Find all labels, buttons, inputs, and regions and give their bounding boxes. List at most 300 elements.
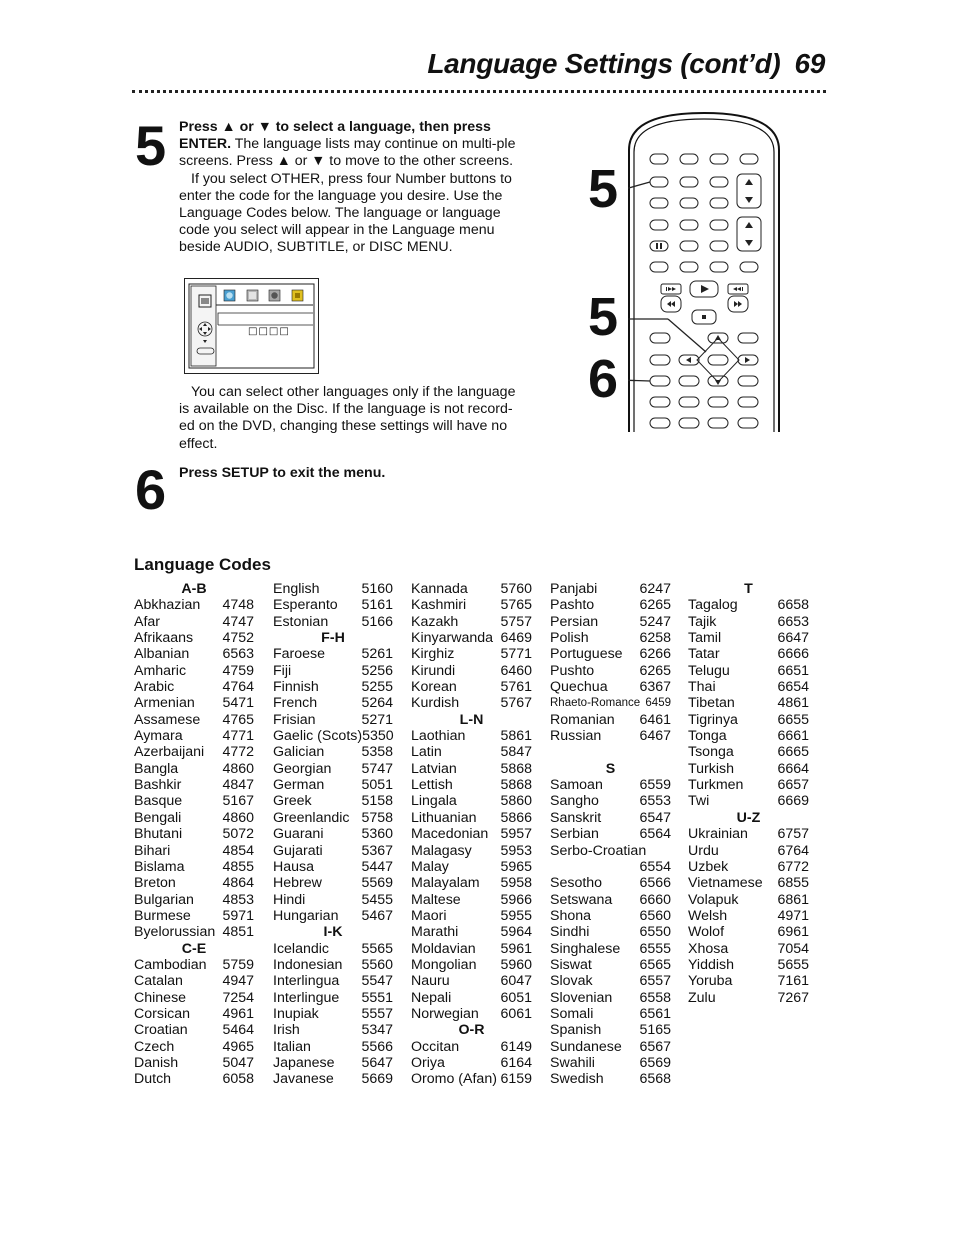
language-code: 4765 [222, 711, 254, 728]
language-code: 6557 [639, 973, 671, 990]
language-code: 5960 [500, 956, 532, 973]
language-code: 5264 [361, 695, 393, 712]
language-code: 4772 [222, 744, 254, 761]
language-code: 6566 [639, 875, 671, 892]
language-code: 5847 [500, 744, 532, 761]
language-code-row [411, 924, 532, 940]
language-name: Sesotho [550, 875, 603, 892]
language-name: Danish [134, 1054, 179, 1071]
language-code: 6567 [639, 1038, 671, 1055]
language-code: 5565 [361, 940, 393, 957]
language-code-row [273, 908, 393, 924]
language-code-row [688, 973, 809, 989]
language-name: Shona [550, 907, 592, 924]
language-code-row [550, 679, 671, 695]
language-code: 5547 [361, 973, 393, 990]
language-code: 6159 [500, 1071, 532, 1088]
language-name: Greenlandic [273, 809, 350, 826]
language-code-row [273, 826, 393, 842]
language-code-row [411, 957, 532, 973]
language-code-row [273, 843, 393, 859]
language-name: Korean [411, 679, 457, 696]
language-code-row [134, 712, 254, 728]
language-name: Albanian [134, 646, 190, 663]
language-code-row [688, 663, 809, 679]
language-name: Esperanto [273, 597, 338, 614]
language-code-row [550, 810, 671, 826]
language-codes-column-5 [688, 581, 809, 1006]
language-name: Guarani [273, 826, 324, 843]
language-code-row [411, 875, 532, 891]
language-name: Pashto [550, 597, 595, 614]
language-code-row [273, 973, 393, 989]
language-code: 6661 [777, 728, 809, 745]
language-name: Bulgarian [134, 891, 194, 908]
language-name: Italian [273, 1038, 311, 1055]
language-code: 6665 [777, 744, 809, 761]
language-name: Persian [550, 613, 599, 630]
step-5-paragraph-2: If you select OTHER, press four Number buttons to enter the code for the language you desire. Use the Language Codes below. The language or language code you select will appear in the Language menu beside AUDIO, SUBTITLE, or DISC MENU. [179, 170, 512, 256]
language-code: 6550 [639, 924, 671, 941]
language-name: Turkish [688, 760, 734, 777]
language-code: 4860 [222, 760, 254, 777]
language-code: 6757 [777, 826, 809, 843]
language-name: Javanese [273, 1071, 334, 1088]
language-code-row [550, 908, 671, 924]
language-code-row [550, 957, 671, 973]
language-code: 6554 [639, 858, 671, 875]
language-code: 5247 [639, 613, 671, 630]
language-code: 7254 [222, 989, 254, 1006]
language-name: Russian [550, 728, 602, 745]
language-code-row [134, 826, 254, 842]
language-code: 5961 [500, 940, 532, 957]
language-name: Spanish [550, 1022, 602, 1039]
language-code: 5047 [222, 1054, 254, 1071]
language-name: Gujarati [273, 842, 323, 859]
language-code-row [411, 614, 532, 630]
language-name: Tagalog [688, 597, 738, 614]
language-code: 5165 [639, 1022, 671, 1039]
language-name: Gaelic (Scots) [273, 728, 363, 745]
language-code-row [134, 744, 254, 760]
step-number-5: 5 [135, 114, 167, 177]
language-code-row [273, 614, 393, 630]
language-code: 5551 [361, 989, 393, 1006]
language-code: 6657 [777, 777, 809, 794]
language-name: Bashkir [134, 777, 182, 794]
language-name: Aymara [134, 728, 183, 745]
language-code: 6664 [777, 760, 809, 777]
language-code: 5360 [361, 826, 393, 843]
language-code: 6961 [777, 924, 809, 941]
language-code-row [273, 957, 393, 973]
language-code-row [134, 859, 254, 875]
language-code: 5347 [361, 1022, 393, 1039]
language-code-row [134, 1022, 254, 1038]
language-code-row [550, 990, 671, 1006]
language-code: 5566 [361, 1038, 393, 1055]
step-5-instructions [179, 119, 524, 257]
language-code-row [550, 826, 671, 842]
language-code-row [273, 941, 393, 957]
language-name: Hindi [273, 891, 306, 908]
language-code-row [550, 973, 671, 989]
language-code-row [550, 712, 671, 728]
language-name: Romanian [550, 711, 615, 728]
language-code: 5367 [361, 842, 393, 859]
language-name: Indonesian [273, 956, 343, 973]
language-code-row [273, 728, 393, 744]
language-name: Portuguese [550, 646, 623, 663]
language-code-row [134, 990, 254, 1006]
language-name: Siswat [550, 956, 592, 973]
step-5-paragraph-3: You can select other languages only if the language is available on the Disc. If the language is not record-ed on the DVD, changing these settings will have no effect. [179, 384, 516, 452]
language-code: 6047 [500, 973, 532, 990]
language-group-header: S [605, 760, 616, 777]
language-name: Nauru [411, 973, 450, 990]
language-name: Frisian [273, 711, 316, 728]
language-code: 5957 [500, 826, 532, 843]
language-code-row [134, 646, 254, 662]
language-code: 5647 [361, 1054, 393, 1071]
language-code-row [688, 728, 809, 744]
language-code: 4752 [222, 630, 254, 647]
language-code-row [273, 1039, 393, 1055]
language-name: Breton [134, 875, 176, 892]
language-code-row [550, 1071, 671, 1087]
language-code-row [411, 646, 532, 662]
language-code-row [411, 941, 532, 957]
language-code: 4851 [222, 924, 254, 941]
language-group-header: A-B [181, 581, 207, 597]
language-name: Inupiak [273, 1005, 319, 1022]
language-name: Tibetan [688, 695, 735, 712]
language-name: French [273, 695, 318, 712]
language-code: 5964 [500, 924, 532, 941]
language-name: Tamil [688, 630, 722, 647]
language-code: 5759 [222, 956, 254, 973]
language-code-row [273, 859, 393, 875]
language-code: 6564 [639, 826, 671, 843]
step-5-bold-instruction: Press ▲ or ▼ to select a language, then press ENTER. [179, 119, 491, 153]
language-code-row [134, 761, 254, 777]
language-code: 5051 [361, 777, 393, 794]
language-name: Zulu [688, 989, 716, 1006]
language-code: 5771 [500, 646, 532, 663]
language-code: 5953 [500, 842, 532, 859]
language-code: 6461 [639, 711, 671, 728]
language-code: 5158 [361, 793, 393, 810]
language-code-row [550, 646, 671, 662]
language-name: Lettish [411, 777, 453, 794]
step-5-paragraph-1 [179, 119, 524, 171]
language-code-row [134, 843, 254, 859]
language-code: 5471 [222, 695, 254, 712]
language-name: Moldavian [411, 940, 476, 957]
language-name: Panjabi [550, 581, 598, 597]
language-code: 6547 [639, 809, 671, 826]
language-code-row [688, 744, 809, 760]
language-name: German [273, 777, 325, 794]
language-name: Lingala [411, 793, 457, 810]
blank-row [550, 744, 671, 760]
language-code-row [134, 973, 254, 989]
language-group-header: C-E [181, 940, 207, 957]
language-code: 6561 [639, 1005, 671, 1022]
remote-control-illustration [628, 112, 780, 432]
dotted-divider [132, 90, 826, 93]
language-code: 5560 [361, 956, 393, 973]
language-name: Wolof [688, 924, 725, 941]
language-code-row [411, 892, 532, 908]
language-code: 5868 [500, 777, 532, 794]
language-code-row [411, 973, 532, 989]
language-code: 5767 [500, 695, 532, 712]
language-name: Singhalese [550, 940, 621, 957]
language-code: 4854 [222, 842, 254, 859]
language-code-row [688, 777, 809, 793]
language-name: Kirghiz [411, 646, 455, 663]
language-name: Estonian [273, 613, 329, 630]
language-name: Cambodian [134, 956, 207, 973]
language-code: 6051 [500, 989, 532, 1006]
language-name: Malay [411, 858, 449, 875]
language-name: Urdu [688, 842, 719, 859]
language-code: 4759 [222, 662, 254, 679]
language-code: 6669 [777, 793, 809, 810]
language-name: Marathi [411, 924, 459, 941]
language-name: Malagasy [411, 842, 472, 859]
language-code: 6467 [639, 728, 671, 745]
language-name: Abkhazian [134, 597, 201, 614]
language-code: 5256 [361, 662, 393, 679]
language-code: 6654 [777, 679, 809, 696]
language-name: Afar [134, 613, 161, 630]
language-name: Kashmiri [411, 597, 467, 614]
language-name: Irish [273, 1022, 300, 1039]
language-code: 6660 [639, 891, 671, 908]
language-name: Sundanese [550, 1038, 622, 1055]
language-code: 5072 [222, 826, 254, 843]
language-name: Yiddish [688, 956, 735, 973]
language-code: 7054 [777, 940, 809, 957]
remote-callout-5-upper: 5 [588, 159, 619, 219]
language-name: Kinyarwanda [411, 630, 494, 647]
language-code-row [688, 761, 809, 777]
language-name: Hungarian [273, 907, 339, 924]
language-name: Hebrew [273, 875, 322, 892]
language-code: 4748 [222, 597, 254, 614]
language-code-row [134, 1055, 254, 1071]
language-name: Icelandic [273, 940, 329, 957]
language-code: 4947 [222, 973, 254, 990]
language-code: 6651 [777, 662, 809, 679]
language-code: 6553 [639, 793, 671, 810]
language-name: Maltese [411, 891, 461, 908]
language-code-row [688, 859, 809, 875]
language-code-row [134, 614, 254, 630]
language-code: 4855 [222, 858, 254, 875]
language-name: Kannada [411, 581, 468, 597]
language-code-row [134, 695, 254, 711]
language-code: 4965 [222, 1038, 254, 1055]
language-codes-column-1 [134, 581, 254, 1088]
language-code-row [134, 892, 254, 908]
language-name: Georgian [273, 760, 332, 777]
language-code-row [411, 826, 532, 842]
language-code-row [411, 843, 532, 859]
language-name: Interlingue [273, 989, 340, 1006]
language-code: 6764 [777, 842, 809, 859]
language-name: Bhutani [134, 826, 183, 843]
language-code-row [134, 924, 254, 940]
language-code-row [688, 793, 809, 809]
language-name: Swedish [550, 1071, 604, 1088]
language-code: 5447 [361, 858, 393, 875]
language-code: 6265 [639, 597, 671, 614]
language-name: Turkmen [688, 777, 744, 794]
step-5-note [179, 384, 524, 453]
language-code-row [273, 1022, 393, 1038]
language-name: Bislama [134, 858, 185, 875]
language-name: Mongolian [411, 956, 477, 973]
language-code: 5557 [361, 1005, 393, 1022]
language-name: Finnish [273, 679, 319, 696]
language-code-row [550, 793, 671, 809]
language-code-row [550, 597, 671, 613]
language-name: Kazakh [411, 613, 459, 630]
language-name: Croatian [134, 1022, 188, 1039]
language-code-row [411, 859, 532, 875]
language-name: Latin [411, 744, 442, 761]
language-code: 4961 [222, 1005, 254, 1022]
language-name: Norwegian [411, 1005, 479, 1022]
language-group-header: F-H [321, 630, 345, 647]
language-name: Bangla [134, 760, 179, 777]
language-code-row [688, 695, 809, 711]
language-code: 5160 [361, 581, 393, 597]
language-name: Interlingua [273, 973, 340, 990]
language-code-row [273, 990, 393, 1006]
language-code: 6565 [639, 956, 671, 973]
language-code-row [550, 630, 671, 646]
language-menu-screen [184, 278, 319, 374]
language-code: 4847 [222, 777, 254, 794]
language-code-row [688, 826, 809, 842]
language-name: Twi [688, 793, 710, 810]
language-code-row [134, 597, 254, 613]
language-code-row [688, 892, 809, 908]
language-code-row [688, 597, 809, 613]
language-group-header: U-Z [736, 809, 761, 826]
language-code: 6560 [639, 907, 671, 924]
language-name: Quechua [550, 679, 608, 696]
language-name: Japanese [273, 1054, 335, 1071]
language-code-row [273, 810, 393, 826]
language-code: 5261 [361, 646, 393, 663]
language-code-row [273, 679, 393, 695]
language-code-row [273, 712, 393, 728]
language-code: 5971 [222, 907, 254, 924]
language-code-row [134, 810, 254, 826]
language-code-row [550, 892, 671, 908]
language-code-row [411, 695, 532, 711]
language-code-row [273, 761, 393, 777]
language-codes-column-4 [550, 581, 671, 1088]
language-name: Vietnamese [688, 875, 763, 892]
language-code: 5166 [361, 613, 393, 630]
language-code: 5966 [500, 891, 532, 908]
language-name: Catalan [134, 973, 183, 990]
language-code-row [134, 908, 254, 924]
language-code: 6563 [222, 646, 254, 663]
language-code-row [411, 990, 532, 1006]
language-code-row [411, 581, 532, 597]
language-code: 6367 [639, 679, 671, 696]
language-code-row [411, 1071, 532, 1087]
language-code-row [411, 728, 532, 744]
language-name: Somali [550, 1005, 594, 1022]
language-code: 5350 [362, 728, 394, 745]
language-code-row [411, 777, 532, 793]
language-code-row [134, 663, 254, 679]
language-code-row [550, 1055, 671, 1071]
language-code: 6568 [639, 1071, 671, 1088]
language-code: 5868 [500, 760, 532, 777]
language-code-row [688, 957, 809, 973]
language-code: 4861 [777, 695, 809, 712]
remote-callout-5-lower: 5 [588, 287, 619, 347]
language-name: Afrikaans [134, 630, 194, 647]
language-code-row [411, 679, 532, 695]
language-code-row [688, 614, 809, 630]
language-code: 6666 [777, 646, 809, 663]
language-code: 6861 [777, 891, 809, 908]
language-code-row [550, 777, 671, 793]
language-code-row [550, 941, 671, 957]
language-name: Tajik [688, 613, 717, 630]
step-number-6: 6 [135, 458, 167, 521]
language-name: Hausa [273, 858, 315, 875]
language-code-row [273, 597, 393, 613]
language-code: 4971 [777, 907, 809, 924]
language-code: 5757 [500, 613, 532, 630]
language-code-row [134, 1006, 254, 1022]
language-code-row [273, 663, 393, 679]
language-code-row [688, 941, 809, 957]
language-name: Thai [688, 679, 716, 696]
language-code: 6658 [777, 597, 809, 614]
language-name: Maori [411, 907, 447, 924]
language-code: 6058 [222, 1071, 254, 1088]
language-code: 5765 [500, 597, 532, 614]
language-name: Fiji [273, 662, 292, 679]
language-code: 5758 [361, 809, 393, 826]
language-code-row [411, 630, 532, 646]
language-code: 4864 [222, 875, 254, 892]
language-code: 6772 [777, 858, 809, 875]
language-code: 5955 [500, 907, 532, 924]
language-code: 6258 [639, 630, 671, 647]
language-code-row [688, 630, 809, 646]
language-code-row [411, 761, 532, 777]
language-code: 6647 [777, 630, 809, 647]
language-name: Kirundi [411, 662, 456, 679]
language-code: 5760 [500, 581, 532, 597]
language-code: 5161 [361, 597, 393, 614]
language-code: 5965 [500, 858, 532, 875]
